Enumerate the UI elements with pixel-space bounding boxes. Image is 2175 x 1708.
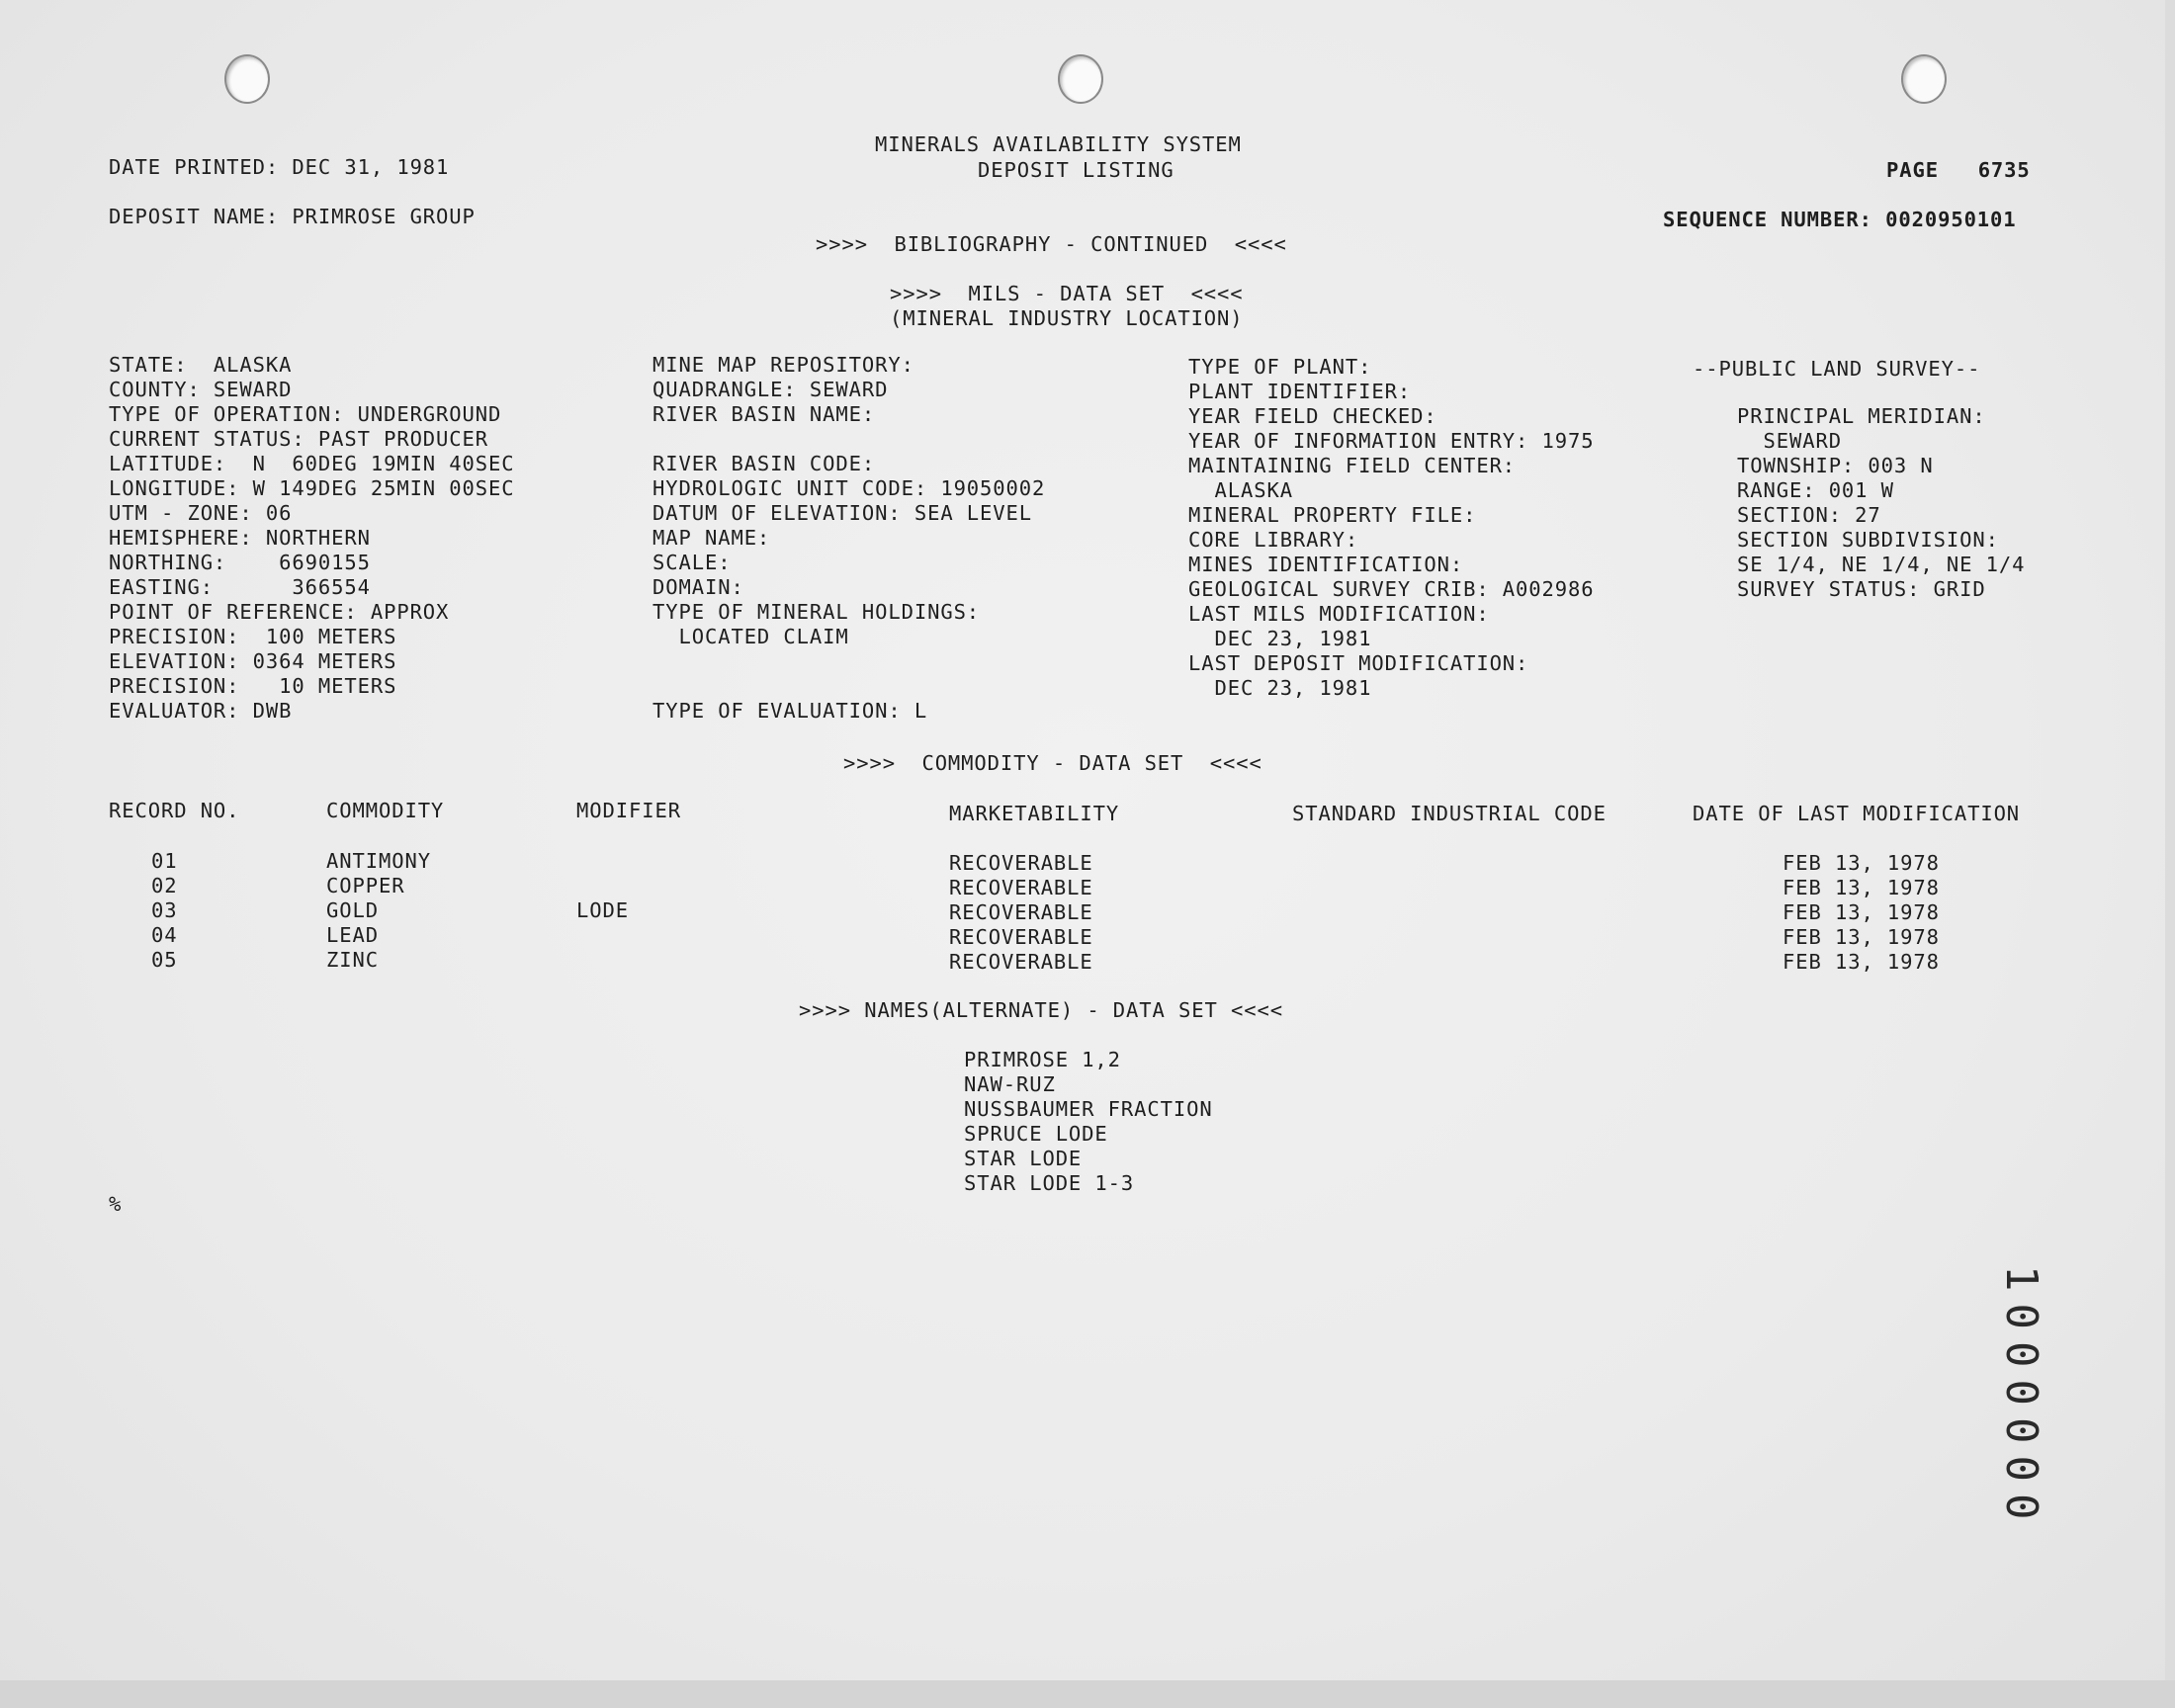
- field-line: YEAR OF INFORMATION ENTRY: 1975: [1188, 429, 1595, 453]
- field-line: EASTING: 366554: [109, 575, 371, 599]
- mils-column-survey: [1737, 404, 2025, 602]
- table-cell: LEAD: [326, 923, 379, 947]
- table-cell: ANTIMONY: [326, 849, 431, 873]
- bibliography-heading: >>>> BIBLIOGRAPHY - CONTINUED <<<<: [816, 232, 1287, 256]
- date-printed: DATE PRINTED: DEC 31, 1981: [109, 155, 450, 179]
- mils-subtitle: (MINERAL INDUSTRY LOCATION): [890, 306, 1244, 330]
- names-list: [964, 1048, 1213, 1196]
- field-line: CURRENT STATUS: PAST PRODUCER: [109, 427, 489, 451]
- field-line: PRINCIPAL MERIDIAN:: [1737, 404, 1986, 428]
- field-line: DEC 23, 1981: [1188, 627, 1372, 650]
- field-line: LATITUDE: N 60DEG 19MIN 40SEC: [109, 452, 515, 475]
- field-line: SEWARD: [1737, 429, 1842, 453]
- field-line: QUADRANGLE: SEWARD: [652, 378, 889, 401]
- field-line: HYDROLOGIC UNIT CODE: 19050002: [652, 476, 1046, 500]
- footer-mark: %: [109, 1192, 123, 1216]
- punch-hole-center: [1058, 54, 1103, 104]
- field-line: RIVER BASIN CODE:: [652, 452, 876, 475]
- field-line: TYPE OF EVALUATION: L: [652, 699, 928, 723]
- field-line: GEOLOGICAL SURVEY CRIB: A002986: [1188, 577, 1595, 601]
- header-commodity: COMMODITY: [326, 799, 445, 822]
- field-line: SE 1/4, NE 1/4, NE 1/4: [1737, 553, 2026, 576]
- scan-bottom-edge: [0, 1680, 2175, 1708]
- table-cell: 03: [151, 898, 178, 922]
- table-cell: RECOVERABLE: [949, 950, 1093, 974]
- field-line: LAST DEPOSIT MODIFICATION:: [1188, 651, 1529, 675]
- field-line: CORE LIBRARY:: [1188, 528, 1359, 552]
- table-cell: 05: [151, 948, 178, 972]
- field-line: COUNTY: SEWARD: [109, 378, 293, 401]
- field-line: MAINTAINING FIELD CENTER:: [1188, 454, 1517, 477]
- field-line: EVALUATOR: DWB: [109, 699, 293, 723]
- column-commodity: [326, 849, 431, 973]
- system-title: MINERALS AVAILABILITY SYSTEM: [875, 132, 1242, 156]
- table-cell: RECOVERABLE: [949, 876, 1093, 899]
- table-cell-modifier: LODE: [576, 898, 629, 922]
- field-line: DEC 23, 1981: [1188, 676, 1372, 700]
- field-line: SECTION: 27: [1737, 503, 1881, 527]
- field-line: STATE: ALASKA: [109, 353, 293, 377]
- field-line: TYPE OF PLANT:: [1188, 355, 1372, 379]
- field-line: MINERAL PROPERTY FILE:: [1188, 503, 1477, 527]
- list-item: STAR LODE 1-3: [964, 1171, 1135, 1195]
- field-line: LONGITUDE: W 149DEG 25MIN 00SEC: [109, 476, 515, 500]
- side-stamp: 1000000: [1996, 1265, 2046, 1532]
- punch-hole-left: [224, 54, 270, 104]
- field-line: RANGE: 001 W: [1737, 478, 1894, 502]
- table-cell: RECOVERABLE: [949, 851, 1093, 875]
- field-line: DATUM OF ELEVATION: SEA LEVEL: [652, 501, 1033, 525]
- table-cell: ZINC: [326, 948, 379, 972]
- table-cell: FEB 13, 1978: [1783, 950, 1940, 974]
- field-line: [652, 674, 1045, 699]
- names-title: >>>> NAMES(ALTERNATE) - DATA SET <<<<: [799, 998, 1283, 1022]
- field-line: SCALE:: [652, 551, 732, 574]
- table-cell: GOLD: [326, 898, 379, 922]
- field-line: PRECISION: 100 METERS: [109, 625, 397, 648]
- page-edge: [2165, 0, 2175, 1708]
- table-cell: COPPER: [326, 874, 405, 897]
- field-line: MINES IDENTIFICATION:: [1188, 553, 1464, 576]
- public-land-survey-title: --PUBLIC LAND SURVEY--: [1693, 357, 1981, 381]
- field-line: MINE MAP REPOSITORY:: [652, 353, 914, 377]
- table-cell: 04: [151, 923, 178, 947]
- field-line: LAST MILS MODIFICATION:: [1188, 602, 1490, 626]
- field-line: ALASKA: [1188, 478, 1293, 502]
- listing-title: DEPOSIT LISTING: [978, 158, 1174, 182]
- field-line: MAP NAME:: [652, 526, 771, 550]
- mils-column-plant: [1188, 355, 1595, 701]
- field-line: TYPE OF MINERAL HOLDINGS:: [652, 600, 981, 624]
- field-line: UTM - ZONE: 06: [109, 501, 293, 525]
- punch-hole-right: [1901, 54, 1947, 104]
- list-item: NAW-RUZ: [964, 1072, 1056, 1096]
- field-line: SURVEY STATUS: GRID: [1737, 577, 1986, 601]
- table-cell: 02: [151, 874, 178, 897]
- table-cell: FEB 13, 1978: [1783, 876, 1940, 899]
- sequence-number: SEQUENCE NUMBER: 0020950101: [1663, 208, 2017, 231]
- table-cell: RECOVERABLE: [949, 925, 1093, 949]
- list-item: STAR LODE: [964, 1147, 1083, 1170]
- field-line: ELEVATION: 0364 METERS: [109, 649, 397, 673]
- field-line: TYPE OF OPERATION: UNDERGROUND: [109, 402, 502, 426]
- table-cell: FEB 13, 1978: [1783, 851, 1940, 875]
- table-cell: FEB 13, 1978: [1783, 900, 1940, 924]
- header-marketability: MARKETABILITY: [949, 802, 1120, 825]
- column-record-no: [151, 849, 177, 973]
- field-line: PRECISION: 10 METERS: [109, 674, 397, 698]
- field-line: [652, 427, 1045, 452]
- list-item: PRIMROSE 1,2: [964, 1048, 1121, 1071]
- field-line: HEMISPHERE: NORTHERN: [109, 526, 371, 550]
- column-date: [1783, 851, 1940, 975]
- column-marketability: [949, 851, 1093, 975]
- field-line: TOWNSHIP: 003 N: [1737, 454, 1934, 477]
- commodity-title: >>>> COMMODITY - DATA SET <<<<: [843, 751, 1262, 775]
- field-line: LOCATED CLAIM: [652, 625, 849, 648]
- header-date-last-modification: DATE OF LAST MODIFICATION: [1693, 802, 2021, 825]
- field-line: RIVER BASIN NAME:: [652, 402, 876, 426]
- list-item: SPRUCE LODE: [964, 1122, 1108, 1146]
- field-line: POINT OF REFERENCE: APPROX: [109, 600, 450, 624]
- mils-title: >>>> MILS - DATA SET <<<<: [890, 282, 1244, 305]
- page-number: PAGE 6735: [1886, 158, 2031, 182]
- mils-column-location: [109, 353, 515, 724]
- mils-column-map: [652, 353, 1045, 724]
- table-cell: FEB 13, 1978: [1783, 925, 1940, 949]
- field-line: [652, 649, 1045, 674]
- header-modifier: MODIFIER: [576, 799, 681, 822]
- field-line: PLANT IDENTIFIER:: [1188, 380, 1412, 403]
- table-cell: RECOVERABLE: [949, 900, 1093, 924]
- field-line: YEAR FIELD CHECKED:: [1188, 404, 1437, 428]
- list-item: NUSSBAUMER FRACTION: [964, 1097, 1213, 1121]
- field-line: NORTHING: 6690155: [109, 551, 371, 574]
- header-record-no: RECORD NO.: [109, 799, 240, 822]
- field-line: DOMAIN:: [652, 575, 744, 599]
- deposit-name: DEPOSIT NAME: PRIMROSE GROUP: [109, 205, 476, 228]
- table-cell: 01: [151, 849, 178, 873]
- header-sic: STANDARD INDUSTRIAL CODE: [1292, 802, 1607, 825]
- field-line: SECTION SUBDIVISION:: [1737, 528, 1999, 552]
